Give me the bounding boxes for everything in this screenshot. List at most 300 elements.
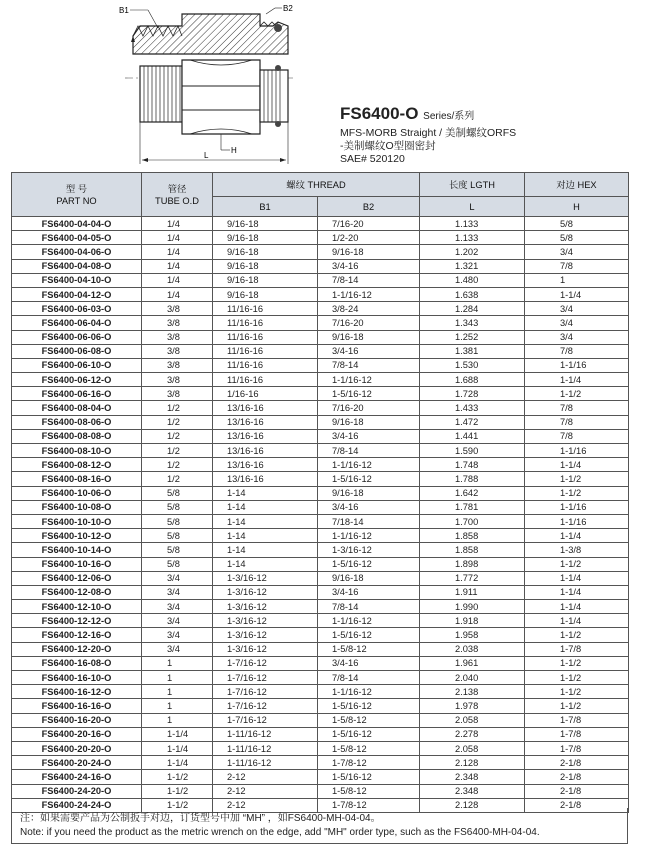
thread-b1-cell: 9/16-18: [213, 217, 318, 231]
table-row: [12, 727, 629, 741]
thread-b2-cell: 1-5/8-12: [318, 741, 420, 755]
thread-b1-cell: 1-7/16-12: [213, 713, 318, 727]
header-part-cn: 型 号: [65, 183, 88, 194]
thread-b1-cell: 9/16-18: [213, 259, 318, 273]
part-no-cell: FS6400-20-24-O: [12, 756, 142, 770]
length-cell: 2.058: [420, 741, 525, 755]
thread-b1-cell: 1-7/16-12: [213, 671, 318, 685]
thread-b1-cell: 2-12: [213, 784, 318, 798]
thread-b2-cell: 1-1/16-12: [318, 685, 420, 699]
thread-b2-cell: 7/16-20: [318, 316, 420, 330]
thread-b2-cell: 3/4-16: [318, 585, 420, 599]
thread-b2-cell: 9/16-18: [318, 486, 420, 500]
hex-cell: 1-1/4: [525, 571, 629, 585]
table-row: [12, 344, 629, 358]
length-cell: 1.772: [420, 571, 525, 585]
tube-od-cell: 1-1/2: [142, 770, 213, 784]
length-cell: 1.898: [420, 557, 525, 571]
length-cell: 1.343: [420, 316, 525, 330]
thread-b1-cell: 1-7/16-12: [213, 656, 318, 670]
thread-b2-cell: 1/2-20: [318, 231, 420, 245]
part-no-cell: FS6400-08-10-O: [12, 444, 142, 458]
table-row: [12, 543, 629, 557]
table-row: [12, 571, 629, 585]
part-no-cell: FS6400-16-12-O: [12, 685, 142, 699]
part-no-cell: FS6400-04-06-O: [12, 245, 142, 259]
length-cell: 2.128: [420, 798, 525, 812]
tube-od-cell: 5/8: [142, 543, 213, 557]
header-h: H: [525, 197, 629, 217]
header-tube-od: [142, 173, 213, 217]
table-row: [12, 429, 629, 443]
tube-od-cell: 1/2: [142, 429, 213, 443]
thread-b1-cell: 1/16-16: [213, 387, 318, 401]
thread-b2-cell: 1-1/16-12: [318, 458, 420, 472]
thread-b2-cell: 7/16-20: [318, 401, 420, 415]
subtitle-sae: SAE# 520120: [340, 153, 405, 165]
length-cell: 1.381: [420, 344, 525, 358]
part-no-cell: FS6400-20-16-O: [12, 727, 142, 741]
table-row: [12, 259, 629, 273]
hex-cell: 7/8: [525, 344, 629, 358]
label-h: H: [231, 146, 237, 155]
hex-cell: 3/4: [525, 316, 629, 330]
hex-cell: 1-1/16: [525, 514, 629, 528]
tube-od-cell: 1-1/4: [142, 727, 213, 741]
hex-cell: 1-3/8: [525, 543, 629, 557]
table-row: [12, 387, 629, 401]
header-part-no: [12, 173, 142, 217]
thread-b2-cell: 1-1/16-12: [318, 287, 420, 301]
table-row: [12, 671, 629, 685]
thread-b1-cell: 2-12: [213, 770, 318, 784]
table-row: [12, 500, 629, 514]
hex-cell: 1-1/2: [525, 628, 629, 642]
length-cell: 1.911: [420, 585, 525, 599]
hex-cell: 5/8: [525, 217, 629, 231]
table-row: [12, 458, 629, 472]
thread-b1-cell: 13/16-16: [213, 415, 318, 429]
tube-od-cell: 1: [142, 699, 213, 713]
part-no-cell: FS6400-06-10-O: [12, 358, 142, 372]
part-no-cell: FS6400-24-16-O: [12, 770, 142, 784]
length-cell: 1.700: [420, 514, 525, 528]
thread-b2-cell: 3/4-16: [318, 656, 420, 670]
table-row: [12, 415, 629, 429]
part-no-cell: FS6400-12-12-O: [12, 614, 142, 628]
thread-b2-cell: 1-1/16-12: [318, 529, 420, 543]
part-no-cell: FS6400-06-08-O: [12, 344, 142, 358]
hex-cell: 3/4: [525, 330, 629, 344]
thread-b1-cell: 11/16-16: [213, 358, 318, 372]
tube-od-cell: 1-1/2: [142, 784, 213, 798]
table-row: [12, 330, 629, 344]
tube-od-cell: 1/4: [142, 245, 213, 259]
part-no-cell: FS6400-10-14-O: [12, 543, 142, 557]
thread-b2-cell: 3/4-16: [318, 429, 420, 443]
thread-b1-cell: 1-11/16-12: [213, 741, 318, 755]
thread-b1-cell: 11/16-16: [213, 302, 318, 316]
thread-b1-cell: 1-3/16-12: [213, 585, 318, 599]
thread-b2-cell: 9/16-18: [318, 245, 420, 259]
tube-od-cell: 3/4: [142, 585, 213, 599]
table-row: [12, 557, 629, 571]
part-no-cell: FS6400-06-12-O: [12, 373, 142, 387]
spec-table: [11, 172, 629, 813]
table-row: [12, 600, 629, 614]
table-row: [12, 685, 629, 699]
hex-cell: 7/8: [525, 429, 629, 443]
part-no-cell: FS6400-06-04-O: [12, 316, 142, 330]
hex-cell: 7/8: [525, 259, 629, 273]
table-row: [12, 231, 629, 245]
table-row: [12, 358, 629, 372]
note-english: Note: if you need the product as the metric wrench on the edge, add "MH" order type, such as the FS6400-MH-04-04.: [20, 827, 540, 838]
length-cell: 1.642: [420, 486, 525, 500]
length-cell: 1.590: [420, 444, 525, 458]
subtitle-line-2: -美制螺纹O型圈密封: [340, 140, 436, 152]
hex-cell: 5/8: [525, 231, 629, 245]
hex-cell: 1: [525, 273, 629, 287]
thread-b2-cell: 1-5/16-12: [318, 727, 420, 741]
tube-od-cell: 3/8: [142, 387, 213, 401]
hex-cell: 1-7/8: [525, 727, 629, 741]
table-row: [12, 245, 629, 259]
tube-od-cell: 3/8: [142, 373, 213, 387]
hex-cell: 1-1/4: [525, 287, 629, 301]
table-row: [12, 628, 629, 642]
thread-b2-cell: 3/8-24: [318, 302, 420, 316]
thread-b1-cell: 1-14: [213, 514, 318, 528]
part-no-cell: FS6400-16-10-O: [12, 671, 142, 685]
thread-b1-cell: 13/16-16: [213, 444, 318, 458]
length-cell: 1.530: [420, 358, 525, 372]
hex-cell: 1-1/2: [525, 685, 629, 699]
tube-od-cell: 5/8: [142, 557, 213, 571]
thread-b1-cell: 9/16-18: [213, 231, 318, 245]
thread-b2-cell: 9/16-18: [318, 415, 420, 429]
tube-od-cell: 1: [142, 656, 213, 670]
part-no-cell: FS6400-08-16-O: [12, 472, 142, 486]
part-no-cell: FS6400-16-20-O: [12, 713, 142, 727]
thread-b1-cell: 1-7/16-12: [213, 685, 318, 699]
part-no-cell: FS6400-04-10-O: [12, 273, 142, 287]
hex-cell: 1-7/8: [525, 642, 629, 656]
thread-b1-cell: 11/16-16: [213, 373, 318, 387]
thread-b2-cell: 1-5/8-12: [318, 642, 420, 656]
header-part-en: PART NO: [56, 195, 97, 206]
hex-cell: 1-1/16: [525, 444, 629, 458]
part-no-cell: FS6400-12-06-O: [12, 571, 142, 585]
table-row: [12, 784, 629, 798]
tube-od-cell: 1/4: [142, 259, 213, 273]
part-no-cell: FS6400-10-06-O: [12, 486, 142, 500]
header-l: L: [420, 197, 525, 217]
tube-od-cell: 3/4: [142, 600, 213, 614]
thread-b2-cell: 3/4-16: [318, 500, 420, 514]
part-no-cell: FS6400-24-24-O: [12, 798, 142, 812]
thread-b2-cell: 1-7/8-12: [318, 798, 420, 812]
table-row: [12, 713, 629, 727]
table-row: [12, 756, 629, 770]
part-no-cell: FS6400-06-06-O: [12, 330, 142, 344]
table-row: [12, 614, 629, 628]
thread-b2-cell: 3/4-16: [318, 259, 420, 273]
thread-b1-cell: 13/16-16: [213, 429, 318, 443]
thread-b2-cell: 1-1/16-12: [318, 614, 420, 628]
tube-od-cell: 1: [142, 671, 213, 685]
thread-b1-cell: 1-7/16-12: [213, 699, 318, 713]
tube-od-cell: 5/8: [142, 486, 213, 500]
hex-cell: 1-7/8: [525, 741, 629, 755]
label-l: L: [204, 151, 209, 160]
product-code: FS6400-O: [340, 104, 419, 123]
note-chinese: 注：如果需要产品为公制扳手对边，订货型号中加 “MH” ，如FS6400-MH-04-04。: [20, 813, 381, 824]
tube-od-cell: 3/8: [142, 302, 213, 316]
tube-od-cell: 3/4: [142, 628, 213, 642]
length-cell: 1.321: [420, 259, 525, 273]
tube-od-cell: 1/2: [142, 444, 213, 458]
thread-b1-cell: 13/16-16: [213, 458, 318, 472]
tube-od-cell: 1: [142, 713, 213, 727]
part-no-cell: FS6400-20-20-O: [12, 741, 142, 755]
hex-cell: 1-1/2: [525, 557, 629, 571]
thread-b2-cell: 1-5/16-12: [318, 557, 420, 571]
hex-cell: 1-1/4: [525, 614, 629, 628]
table-row: [12, 514, 629, 528]
thread-b2-cell: 9/16-18: [318, 330, 420, 344]
thread-b2-cell: 7/16-20: [318, 217, 420, 231]
thread-b2-cell: 1-5/8-12: [318, 713, 420, 727]
length-cell: 1.728: [420, 387, 525, 401]
tube-od-cell: 5/8: [142, 514, 213, 528]
length-cell: 1.480: [420, 273, 525, 287]
tube-od-cell: 1-1/4: [142, 756, 213, 770]
part-no-cell: FS6400-04-04-O: [12, 217, 142, 231]
thread-b2-cell: 1-5/16-12: [318, 699, 420, 713]
hex-cell: 1-1/2: [525, 486, 629, 500]
length-cell: 1.858: [420, 543, 525, 557]
length-cell: 1.958: [420, 628, 525, 642]
subtitle-line-1: MFS-MORB Straight / 美制螺纹ORFS: [340, 127, 517, 139]
length-cell: 2.278: [420, 727, 525, 741]
part-no-cell: FS6400-12-20-O: [12, 642, 142, 656]
part-no-cell: FS6400-04-05-O: [12, 231, 142, 245]
table-row: [12, 217, 629, 231]
part-no-cell: FS6400-08-12-O: [12, 458, 142, 472]
part-no-cell: FS6400-10-10-O: [12, 514, 142, 528]
table-row: [12, 642, 629, 656]
hex-cell: 1-1/4: [525, 585, 629, 599]
thread-b2-cell: 1-5/16-12: [318, 628, 420, 642]
hex-cell: 3/4: [525, 245, 629, 259]
length-cell: 2.058: [420, 713, 525, 727]
tube-od-cell: 3/8: [142, 316, 213, 330]
hex-cell: 1-1/2: [525, 671, 629, 685]
length-cell: 2.038: [420, 642, 525, 656]
tube-od-cell: 1/2: [142, 472, 213, 486]
table-row: [12, 770, 629, 784]
hex-cell: 1-1/4: [525, 458, 629, 472]
part-no-cell: FS6400-16-16-O: [12, 699, 142, 713]
table-row: [12, 302, 629, 316]
hex-cell: 1-1/2: [525, 699, 629, 713]
table-row: [12, 486, 629, 500]
length-cell: 1.252: [420, 330, 525, 344]
header-length: 长度 LGTH: [420, 173, 525, 197]
header-thread: 螺纹 THREAD: [213, 173, 420, 197]
length-cell: 1.133: [420, 231, 525, 245]
thread-b1-cell: 1-3/16-12: [213, 642, 318, 656]
part-no-cell: FS6400-10-12-O: [12, 529, 142, 543]
thread-b1-cell: 11/16-16: [213, 344, 318, 358]
table-row: [12, 741, 629, 755]
thread-b1-cell: 1-3/16-12: [213, 571, 318, 585]
length-cell: 2.138: [420, 685, 525, 699]
thread-b1-cell: 13/16-16: [213, 472, 318, 486]
part-no-cell: FS6400-16-08-O: [12, 656, 142, 670]
tube-od-cell: 1/4: [142, 273, 213, 287]
tube-od-cell: 5/8: [142, 529, 213, 543]
length-cell: 1.284: [420, 302, 525, 316]
part-no-cell: FS6400-12-10-O: [12, 600, 142, 614]
part-no-cell: FS6400-04-08-O: [12, 259, 142, 273]
length-cell: 2.040: [420, 671, 525, 685]
tube-od-cell: 3/4: [142, 614, 213, 628]
length-cell: 2.128: [420, 756, 525, 770]
label-b2: B2: [283, 4, 293, 13]
header-b1: B1: [213, 197, 318, 217]
hex-cell: 7/8: [525, 401, 629, 415]
hex-cell: 1-1/2: [525, 387, 629, 401]
table-row: [12, 585, 629, 599]
thread-b1-cell: 9/16-18: [213, 287, 318, 301]
hex-cell: 2-1/8: [525, 784, 629, 798]
thread-b2-cell: 3/4-16: [318, 344, 420, 358]
table-row: [12, 373, 629, 387]
table-row: [12, 273, 629, 287]
part-no-cell: FS6400-10-16-O: [12, 557, 142, 571]
thread-b1-cell: 1-14: [213, 486, 318, 500]
thread-b2-cell: 1-5/16-12: [318, 387, 420, 401]
thread-b2-cell: 7/8-14: [318, 358, 420, 372]
tube-od-cell: 1/4: [142, 231, 213, 245]
part-no-cell: FS6400-12-16-O: [12, 628, 142, 642]
thread-b1-cell: 9/16-18: [213, 245, 318, 259]
tube-od-cell: 1/2: [142, 415, 213, 429]
thread-b1-cell: 1-14: [213, 557, 318, 571]
thread-b2-cell: 1-1/16-12: [318, 373, 420, 387]
hex-cell: 2-1/8: [525, 756, 629, 770]
title-block: [340, 104, 516, 166]
thread-b2-cell: 1-7/8-12: [318, 756, 420, 770]
length-cell: 1.433: [420, 401, 525, 415]
tube-od-cell: 3/4: [142, 642, 213, 656]
tube-od-cell: 3/8: [142, 358, 213, 372]
tube-od-cell: 1-1/4: [142, 741, 213, 755]
thread-b1-cell: 1-3/16-12: [213, 614, 318, 628]
part-no-cell: FS6400-08-04-O: [12, 401, 142, 415]
table-row: [12, 401, 629, 415]
part-no-cell: FS6400-04-12-O: [12, 287, 142, 301]
thread-b1-cell: 1-14: [213, 500, 318, 514]
table-row: [12, 444, 629, 458]
thread-b2-cell: 7/18-14: [318, 514, 420, 528]
hex-cell: 7/8: [525, 415, 629, 429]
thread-b2-cell: 7/8-14: [318, 444, 420, 458]
thread-b1-cell: 1-14: [213, 529, 318, 543]
header-hex: 对边 HEX: [525, 173, 629, 197]
hex-cell: 2-1/8: [525, 798, 629, 812]
length-cell: 1.688: [420, 373, 525, 387]
part-no-cell: FS6400-10-08-O: [12, 500, 142, 514]
hex-cell: 1-1/4: [525, 373, 629, 387]
tube-od-cell: 1: [142, 685, 213, 699]
thread-b1-cell: 11/16-16: [213, 316, 318, 330]
table-row: [12, 699, 629, 713]
length-cell: 2.348: [420, 770, 525, 784]
thread-b1-cell: 1-11/16-12: [213, 727, 318, 741]
tube-od-cell: 3/8: [142, 344, 213, 358]
tube-od-cell: 1/2: [142, 401, 213, 415]
thread-b2-cell: 1-3/16-12: [318, 543, 420, 557]
part-no-cell: FS6400-08-08-O: [12, 429, 142, 443]
length-cell: 1.858: [420, 529, 525, 543]
tube-od-cell: 1/2: [142, 458, 213, 472]
header-od-en: TUBE O.D: [155, 195, 199, 206]
hex-cell: 2-1/8: [525, 770, 629, 784]
length-cell: 1.638: [420, 287, 525, 301]
length-cell: 1.990: [420, 600, 525, 614]
thread-b1-cell: 9/16-18: [213, 273, 318, 287]
tube-od-cell: 1/4: [142, 287, 213, 301]
table-row: [12, 316, 629, 330]
part-no-cell: FS6400-06-16-O: [12, 387, 142, 401]
table-row: [12, 656, 629, 670]
hex-cell: 1-1/4: [525, 600, 629, 614]
length-cell: 1.978: [420, 699, 525, 713]
length-cell: 1.961: [420, 656, 525, 670]
fitting-drawing: [110, 0, 300, 168]
table-row: [12, 472, 629, 486]
header-b2: B2: [318, 197, 420, 217]
header-od-cn: 管径: [167, 183, 187, 194]
tube-od-cell: 5/8: [142, 500, 213, 514]
hex-cell: 1-1/4: [525, 529, 629, 543]
hex-cell: 1-1/2: [525, 472, 629, 486]
length-cell: 1.441: [420, 429, 525, 443]
thread-b2-cell: 1-5/16-12: [318, 472, 420, 486]
thread-b2-cell: 7/8-14: [318, 600, 420, 614]
part-no-cell: FS6400-06-03-O: [12, 302, 142, 316]
thread-b1-cell: 1-14: [213, 543, 318, 557]
tube-od-cell: 1/4: [142, 217, 213, 231]
part-no-cell: FS6400-24-20-O: [12, 784, 142, 798]
part-no-cell: FS6400-12-08-O: [12, 585, 142, 599]
thread-b1-cell: 2-12: [213, 798, 318, 812]
tube-od-cell: 3/8: [142, 330, 213, 344]
length-cell: 1.748: [420, 458, 525, 472]
length-cell: 1.918: [420, 614, 525, 628]
product-title: [340, 104, 516, 127]
tube-od-cell: 3/4: [142, 571, 213, 585]
thread-b2-cell: 9/16-18: [318, 571, 420, 585]
length-cell: 1.788: [420, 472, 525, 486]
length-cell: 1.202: [420, 245, 525, 259]
thread-b1-cell: 1-11/16-12: [213, 756, 318, 770]
tube-od-cell: 1-1/2: [142, 798, 213, 812]
length-cell: 1.133: [420, 217, 525, 231]
